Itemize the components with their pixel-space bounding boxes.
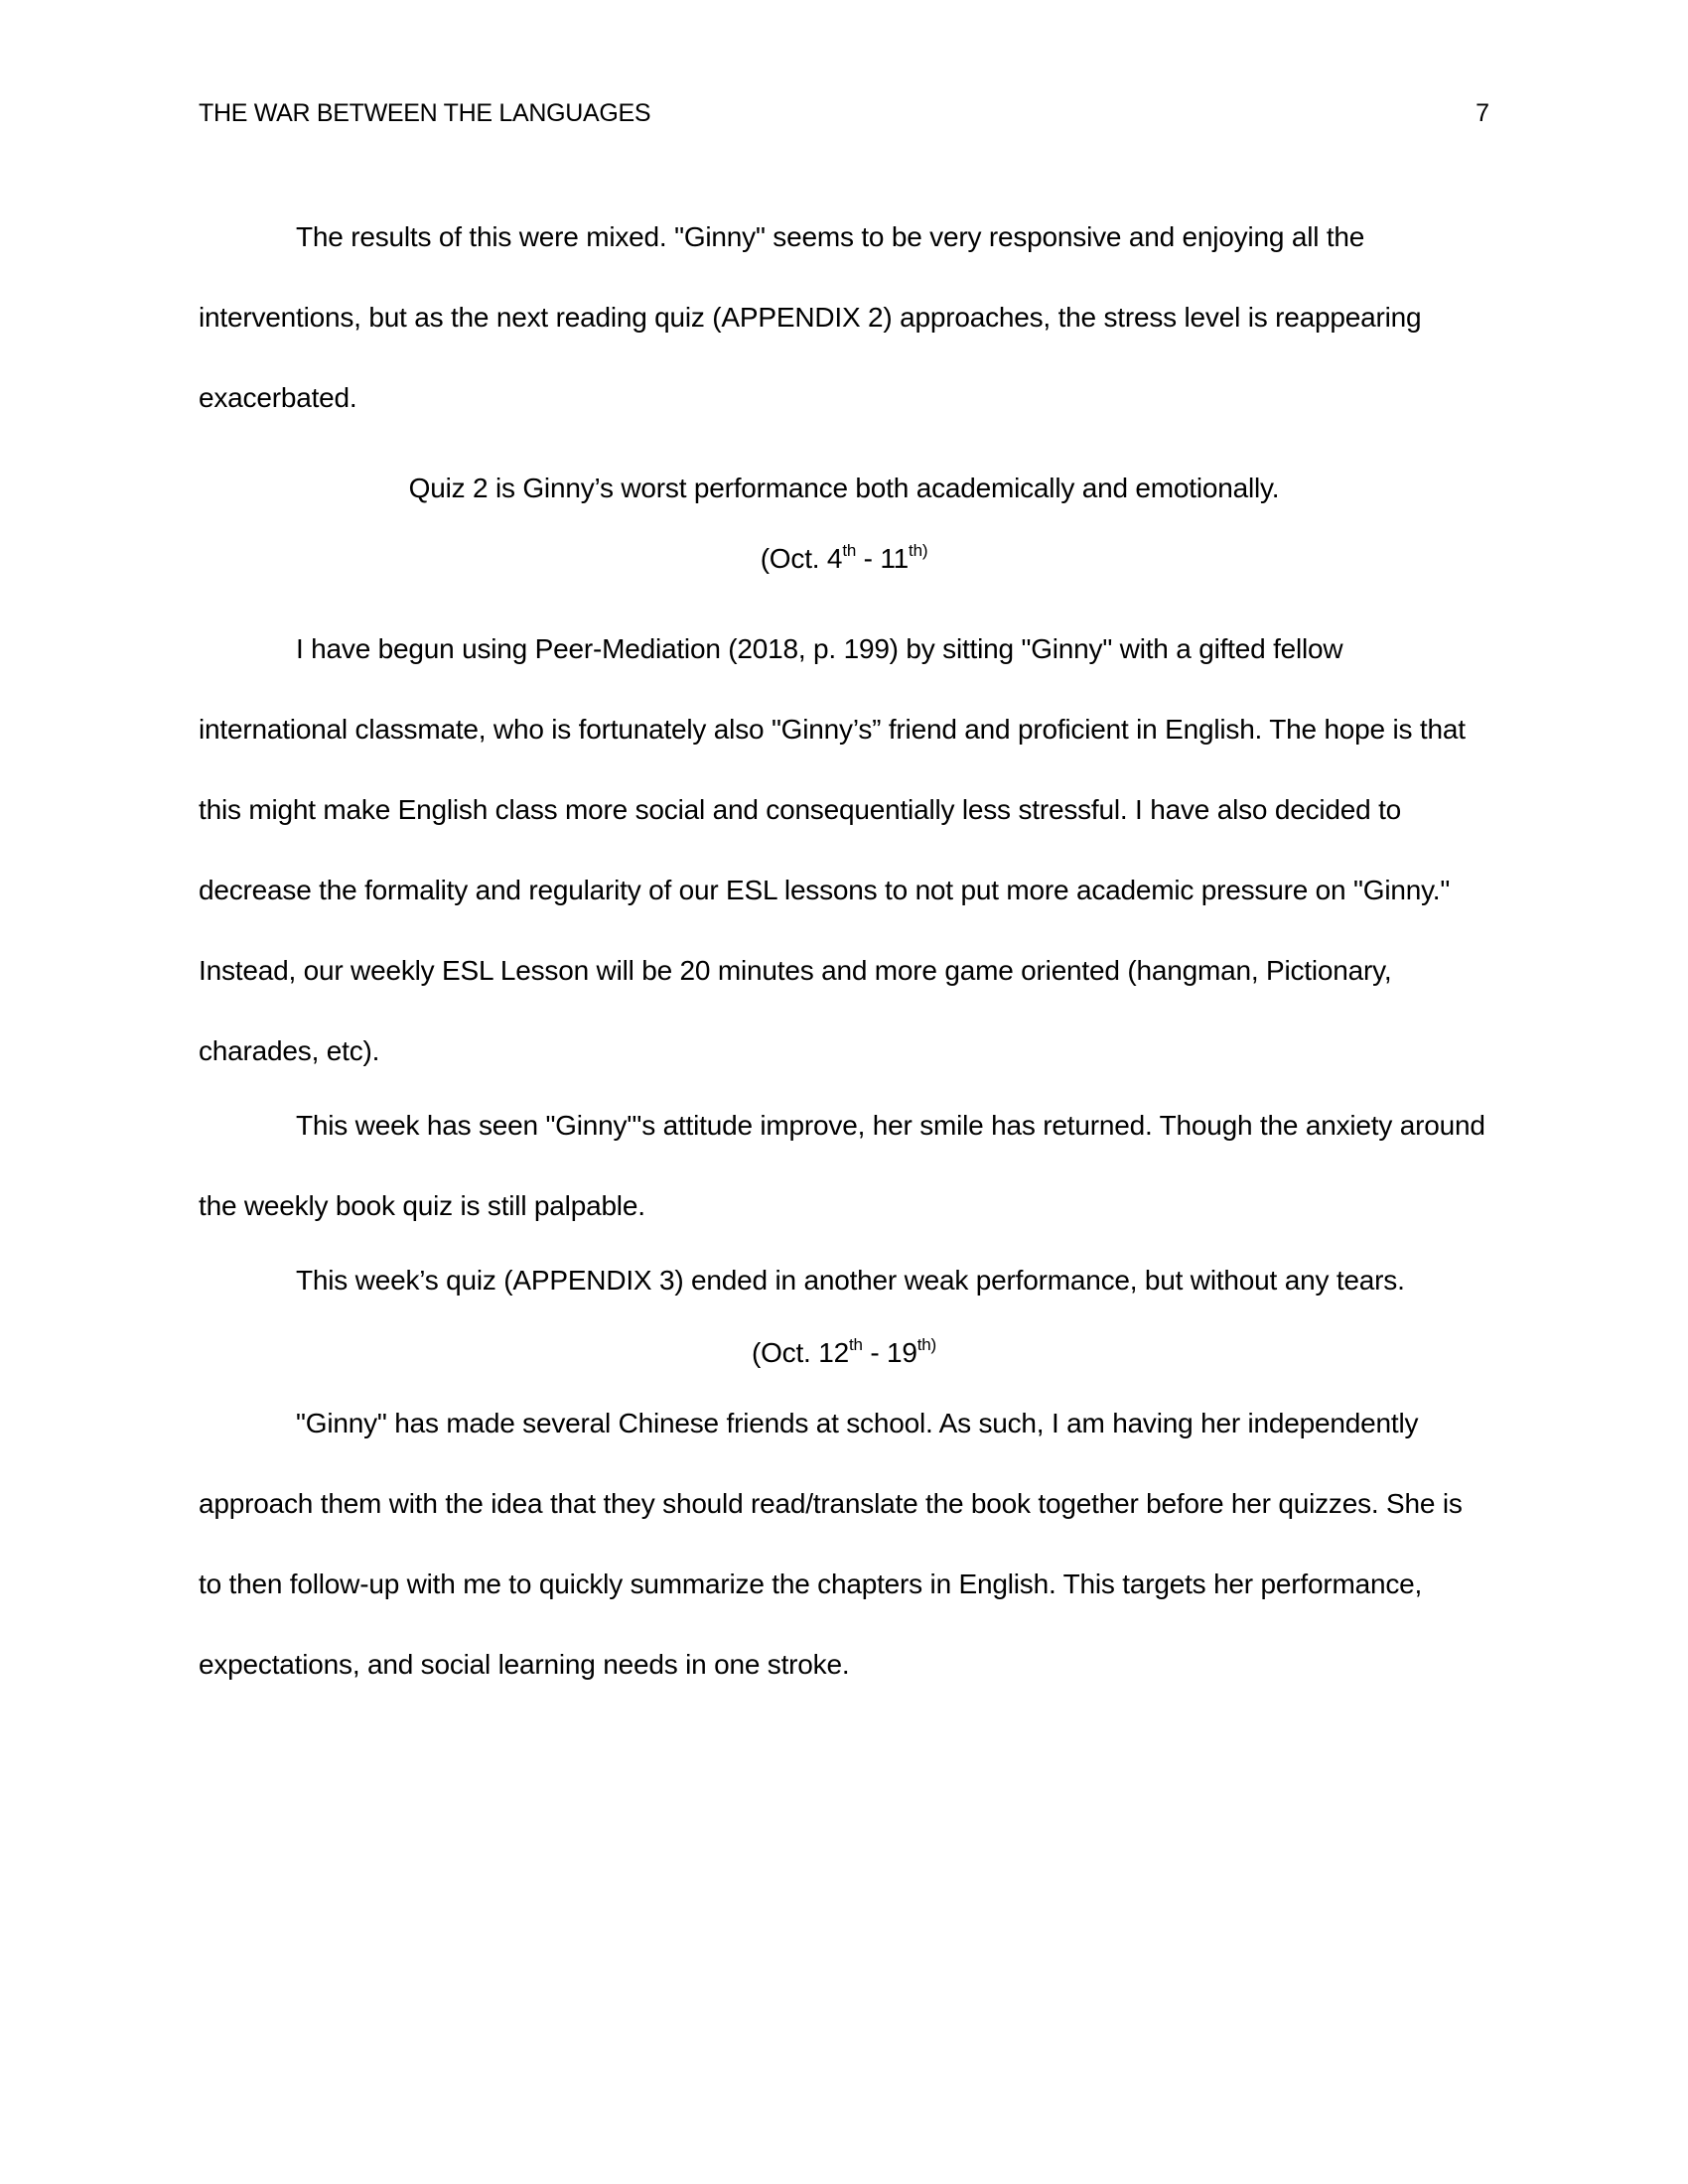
date-superscript: th) bbox=[909, 540, 928, 560]
date-superscript: th bbox=[842, 540, 857, 560]
date-middle: - 11 bbox=[856, 543, 910, 574]
section-heading-quiz-2: Quiz 2 is Ginny’s worst performance both academically and emotionally. bbox=[408, 473, 1280, 503]
date-superscript: th) bbox=[916, 1334, 937, 1354]
paragraph-results: The results of this were mixed. "Ginny" seems to be very responsive and enjoying all the interventions, but as the next reading quiz (APPENDIX 2) approaches, the stress level is reappearing exacerbated. bbox=[199, 221, 1422, 413]
paragraph-attitude: This week has seen "Ginny"'s attitude improve, her smile has returned. Though the anxiety around the weekly book quiz is still palpable. bbox=[199, 1110, 1485, 1221]
paragraph-peer-mediation: I have begun using Peer-Mediation (2018, p. 199) by sitting "Ginny" with a gifted fellow international classmate, who is fortunately also "Ginny’s” friend and proficient in English. The hope is that this might make English class more social and consequentially less stressful. I have also decided to decrease the formality and regularity of our ESL lessons to not put more academic pressure on "Ginny." Instead, our weekly ESL Lesson will be 20 minutes and more game oriented (hangman, Pictionary, charades, etc). bbox=[199, 633, 1466, 1066]
date-middle: - 19 bbox=[862, 1337, 917, 1368]
running-head: THE WAR BETWEEN THE LANGUAGES bbox=[199, 99, 651, 127]
date-prefix: (Oct. 12 bbox=[751, 1337, 849, 1368]
paragraph-chinese-friends: "Ginny" has made several Chinese friends at school. As such, I am having her independently approach them with the idea that they should read/translate the book together before her quizzes. She is to then follow-up with me to quickly summarize the chapters in English. This targets her performance, expectations, and social learning needs in one stroke. bbox=[199, 1408, 1463, 1680]
body-text bbox=[199, 197, 1489, 1705]
date-prefix: (Oct. 4 bbox=[760, 543, 843, 574]
page-number: 7 bbox=[1476, 99, 1489, 127]
date-range-oct-12-19 bbox=[199, 1312, 1489, 1393]
paragraph-quiz-3: This week’s quiz (APPENDIX 3) ended in another weak performance, but without any tears. bbox=[296, 1265, 1405, 1296]
date-range-oct-4-11 bbox=[199, 518, 1489, 599]
date-superscript: th bbox=[848, 1334, 863, 1354]
